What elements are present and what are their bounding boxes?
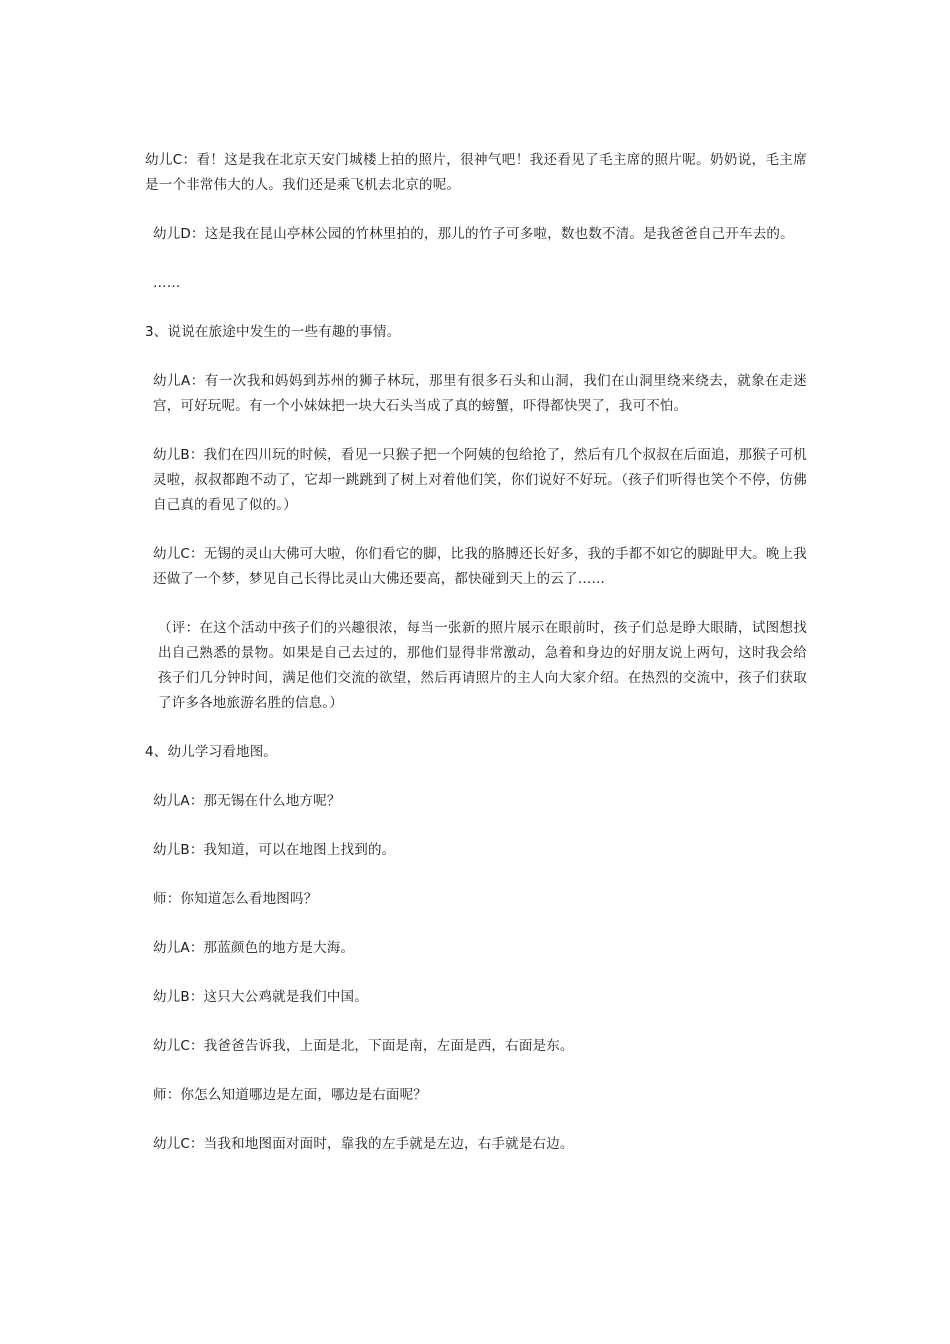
document-body xyxy=(145,148,807,1157)
section-heading-3: 3、说说在旅途中发生的一些有趣的事情。 xyxy=(145,324,401,340)
dialogue-line: 幼儿A：那无锡在什么地方呢？ xyxy=(153,793,341,809)
dialogue-line: 幼儿C：当我和地图面对面时，靠我的左手就是左边，右手就是右边。 xyxy=(153,1136,574,1152)
section-heading-4: 4、幼儿学习看地图。 xyxy=(145,744,278,760)
dialogue-line: 师：你怎么知道哪边是左面，哪边是右面呢？ xyxy=(153,1087,427,1103)
paragraph-child-a-story: 幼儿A：有一次我和妈妈到苏州的狮子林玩，那里有很多石头和山洞，我们在山洞里绕来绕去，就象在走迷宫，可好玩呢。有一个小妹妹把一块大石头当成了真的螃蟹，吓得都快哭了，我可不怕。 xyxy=(153,373,807,414)
paragraph-child-c-story: 幼儿C：无锡的灵山大佛可大啦，你们看它的脚，比我的胳膊还长好多，我的手都不如它的脚趾甲大。晚上我还做了一个梦，梦见自己长得比灵山大佛还要高，都快碰到天上的云了…… xyxy=(153,546,807,587)
paragraph-child-d-photo: 幼儿D：这是我在昆山亭林公园的竹林里拍的，那儿的竹子可多啦，数也数不清。是我爸爸自己开车去的。 xyxy=(153,226,794,242)
dialogue-line: 幼儿A：那蓝颜色的地方是大海。 xyxy=(153,940,355,956)
paragraph-child-b-story: 幼儿B：我们在四川玩的时候，看见一只猴子把一个阿姨的包给抢了，然后有几个叔叔在后面追，那猴子可机灵啦，叔叔都跑不动了，它却一跳跳到了树上对着他们笑，你们说好不好玩。（孩子们听得也笑个不停，仿佛自己真的看见了似的。） xyxy=(153,447,807,513)
dialogue-line: 师：你知道怎么看地图吗？ xyxy=(153,891,318,907)
paragraph-child-c-photo: 幼儿C：看！这是我在北京天安门城楼上拍的照片，很神气吧！我还看见了毛主席的照片呢。奶奶说，毛主席是一个非常伟大的人。我们还是乘飞机去北京的呢。 xyxy=(145,152,807,193)
dialogue-line: 幼儿B：这只大公鸡就是我们中国。 xyxy=(153,989,368,1005)
dialogue-line: 幼儿B：我知道，可以在地图上找到的。 xyxy=(153,842,396,858)
paragraph-ellipsis: …… xyxy=(153,275,181,291)
paragraph-commentary: （评：在这个活动中孩子们的兴趣很浓，每当一张新的照片展示在眼前时，孩子们总是睁大眼睛，试图想找出自己熟悉的景物。如果是自己去过的，那他们显得非常激动，急着和身边的好朋友说上两句，这时我会给孩子们几分钟时间，满足他们交流的欲望，然后再请照片的主人向大家介绍。在热烈的交流中，孩子们获取了许多各地旅游名胜的信息。） xyxy=(158,620,807,711)
dialogue-line: 幼儿C：我爸爸告诉我，上面是北，下面是南，左面是西，右面是东。 xyxy=(153,1038,574,1054)
